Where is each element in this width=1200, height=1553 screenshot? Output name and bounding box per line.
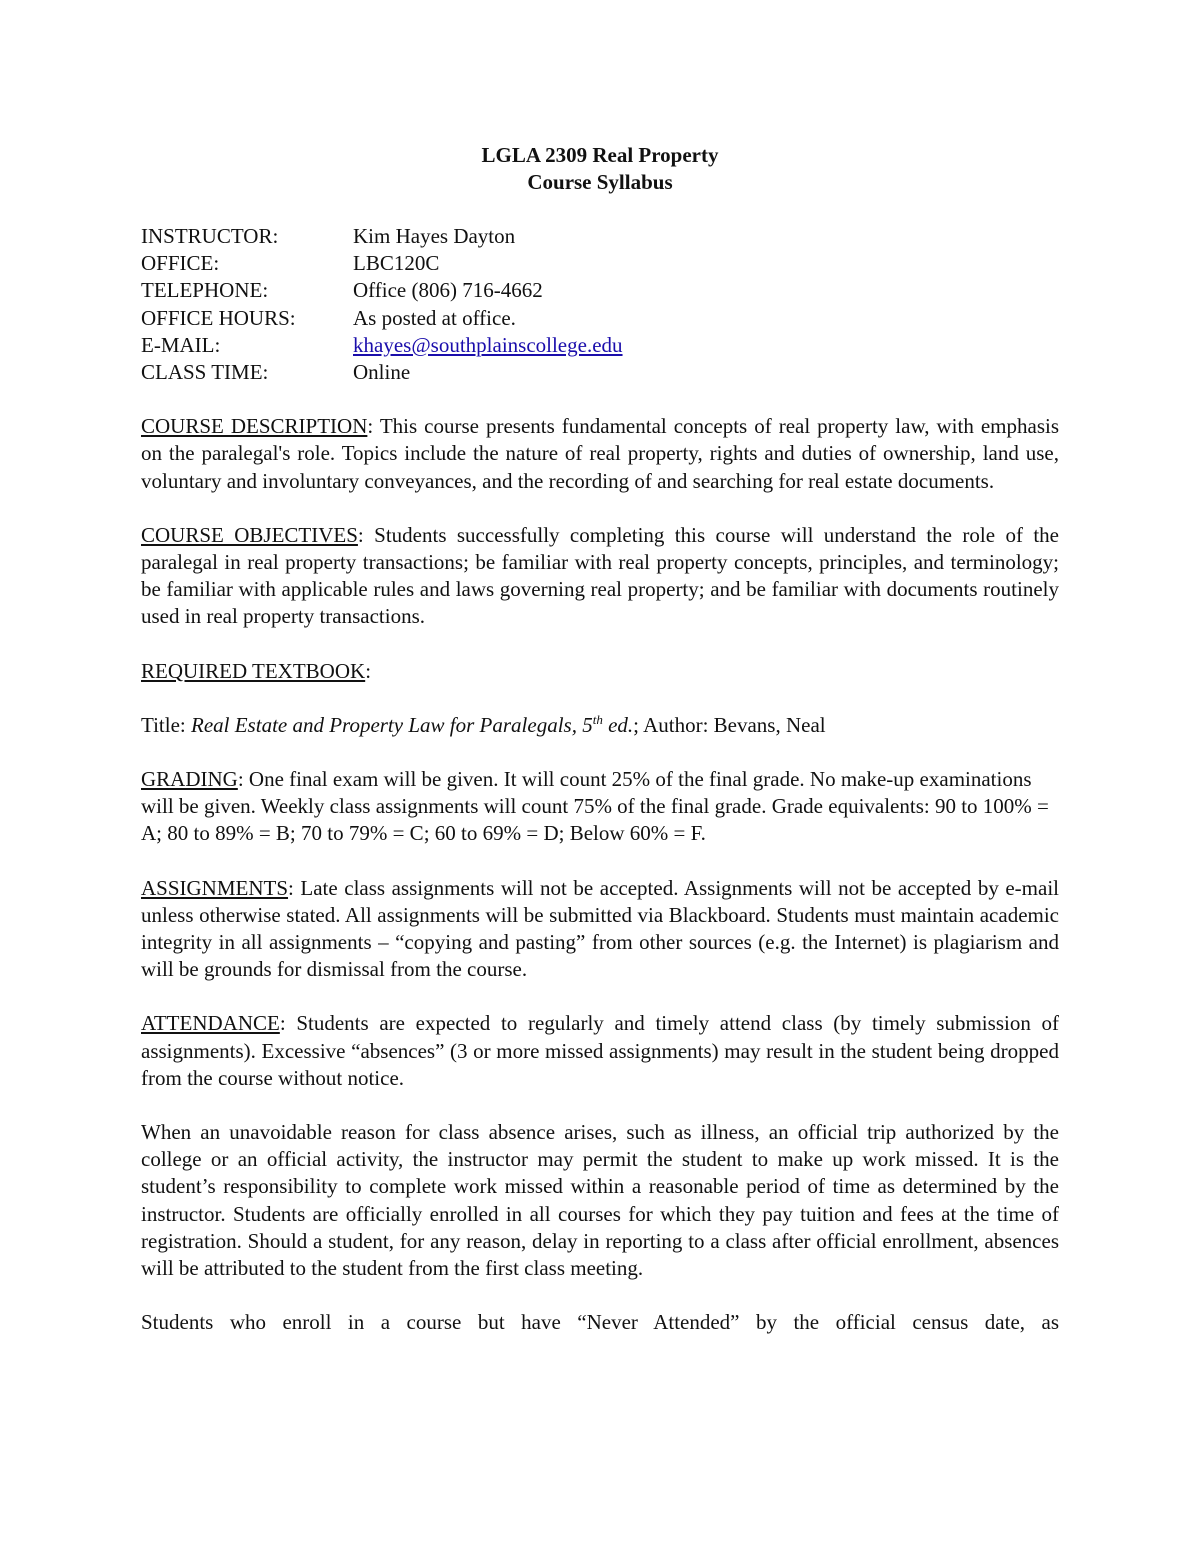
edition-superscript: th bbox=[592, 711, 603, 727]
attendance-paragraph bbox=[141, 1010, 1059, 1092]
edition-suffix: ed. bbox=[602, 712, 634, 737]
contact-info-table bbox=[141, 223, 623, 386]
assignments-paragraph bbox=[141, 875, 1059, 984]
info-label: TELEPHONE: bbox=[141, 278, 269, 303]
info-value: LBC120C bbox=[353, 251, 440, 276]
syllabus-page bbox=[141, 142, 1059, 1364]
course-objectives-text: : Students successfully completing this course will understand the role of the paralegal in real property transactions; be familiar with real property concepts, principles, and terminology; be familiar with applicable rules and laws governing real property; and be familiar with documents routinely used in real property transactions. bbox=[141, 522, 1059, 629]
info-row-email bbox=[141, 332, 623, 359]
textbook-line bbox=[141, 712, 1059, 739]
info-row-instructor bbox=[141, 223, 623, 250]
info-label: E-MAIL: bbox=[141, 332, 221, 357]
info-label: OFFICE: bbox=[141, 251, 220, 276]
info-label: INSTRUCTOR: bbox=[141, 224, 279, 248]
email-link[interactable]: khayes@southplainscollege.edu bbox=[353, 332, 623, 357]
info-row-office-hours bbox=[141, 305, 623, 332]
textbook-author: ; Author: Bevans, Neal bbox=[633, 712, 826, 737]
course-objectives-heading: COURSE OBJECTIVES bbox=[141, 522, 358, 547]
attendance-text: : Students are expected to regularly and timely attend class (by timely submission of assignments). Excessive “absences” (3 or more missed assignments) may result in the student being dropped from the course without notice. bbox=[141, 1011, 1059, 1090]
assignments-heading: ASSIGNMENTS bbox=[141, 875, 289, 900]
info-value bbox=[353, 332, 623, 359]
grading-heading: GRADING bbox=[141, 767, 238, 792]
required-textbook-heading: REQUIRED TEXTBOOK bbox=[141, 658, 366, 683]
course-description-heading: COURSE DESCRIPTION bbox=[141, 414, 368, 439]
textbook-title: Real Estate and Property Law for Paralegals, 5th ed. bbox=[191, 711, 634, 737]
info-value: Online bbox=[353, 360, 411, 385]
attendance-heading: ATTENDANCE bbox=[141, 1011, 280, 1036]
info-label: OFFICE HOURS: bbox=[141, 305, 296, 330]
textbook-title-prefix: Title: bbox=[141, 712, 191, 737]
info-value: Kim Hayes Dayton bbox=[353, 224, 516, 248]
grading-text: : One final exam will be given. It will count 25% of the final grade. No make-up examinations will be given. Weekly class assignments will count 75% of the final grade. Grade equivalents: 90 to 100% = A; 80 to 89% = B; 70 to 79% = C; 60 to 69% = D; Below 60% = F. bbox=[141, 767, 1049, 846]
never-attended-paragraph: Students who enroll in a course but have “Never Attended” by the official census date, as bbox=[141, 1310, 1059, 1335]
course-title: LGLA 2309 Real Property bbox=[481, 143, 719, 167]
grading-paragraph bbox=[141, 766, 1059, 848]
assignments-text: : Late class assignments will not be accepted. Assignments will not be accepted by e-mail unless otherwise stated. All assignments will be submitted via Blackboard. Students must maintain academic integrity in all assignments – “copying and pasting” from other sources (e.g. the Internet) is plagiarism and will be grounds for dismissal from the course. bbox=[141, 875, 1059, 982]
info-value: Office (806) 716-4662 bbox=[353, 278, 543, 303]
required-textbook-heading-line bbox=[141, 658, 1059, 685]
info-row-office bbox=[141, 250, 623, 277]
course-description-text: : This course presents fundamental concepts of real property law, with emphasis on the paralegal's role. Topics include the nature of real property, rights and duties of ownership, land use, voluntary and involuntary conveyances, and the recording of and searching for real estate documents. bbox=[141, 414, 1060, 493]
title-block bbox=[141, 142, 1059, 196]
document-subtitle: Course Syllabus bbox=[527, 170, 673, 194]
info-row-class-time bbox=[141, 359, 623, 386]
required-textbook-colon: : bbox=[365, 658, 372, 683]
info-row-telephone bbox=[141, 277, 623, 304]
info-value: As posted at office. bbox=[353, 305, 516, 330]
course-description-paragraph bbox=[141, 413, 1059, 495]
course-objectives-paragraph bbox=[141, 522, 1059, 631]
absence-paragraph: When an unavoidable reason for class absence arises, such as illness, an official trip authorized by the college or an official activity, the instructor may permit the student to make up work missed. It is the student’s responsibility to complete work missed within a reasonable period of time as determined by the instructor. Students are officially enrolled in all courses for which they pay tuition and fees at the time of registration. Should a student, for any reason, delay in reporting to a class after official enrollment, absences will be attributed to the student from the first class meeting. bbox=[141, 1120, 1059, 1281]
info-label: CLASS TIME: bbox=[141, 360, 269, 385]
